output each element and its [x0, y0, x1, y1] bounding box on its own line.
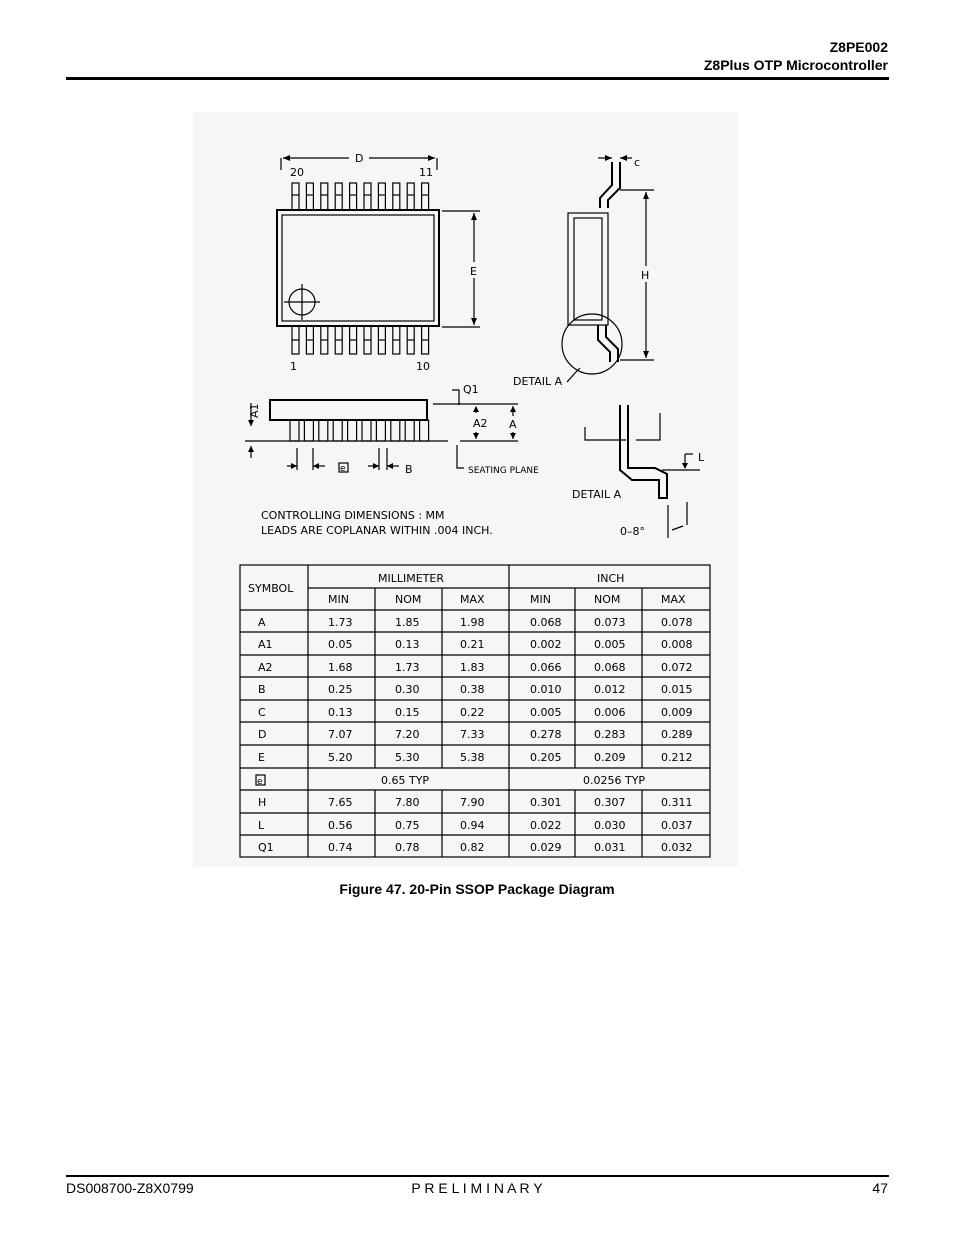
- table-symbol: e: [257, 777, 263, 787]
- table-cell: 1.68: [328, 661, 353, 674]
- table-symbol: B: [258, 683, 266, 696]
- table-cell: 0.212: [661, 751, 693, 764]
- table-cell: 0.022: [530, 819, 562, 832]
- table-subheader: MAX: [460, 593, 485, 606]
- table-cell: 0.006: [594, 706, 626, 719]
- table-cell: 0.205: [530, 751, 562, 764]
- table-subheader: MIN: [530, 593, 551, 606]
- table-symbol: Q1: [258, 841, 274, 854]
- table-cell: 0.068: [530, 616, 562, 629]
- table-cell: 0.38: [460, 683, 485, 696]
- figure-caption: Figure 47. 20-Pin SSOP Package Diagram: [339, 881, 615, 897]
- table-cell: 0.30: [395, 683, 420, 696]
- table-cell: 0.78: [395, 841, 420, 854]
- table-cell: 0.307: [594, 796, 626, 809]
- table-cell: 5.30: [395, 751, 420, 764]
- table-cell: 0.0256 TYP: [583, 774, 646, 787]
- table-cell: 0.073: [594, 616, 626, 629]
- table-symbol: L: [258, 819, 265, 832]
- dim-e-label: E: [470, 265, 477, 278]
- table-cell: 0.74: [328, 841, 353, 854]
- table-cell: 0.25: [328, 683, 353, 696]
- table-cell: 0.65 TYP: [381, 774, 430, 787]
- dim-b-label: B: [405, 463, 413, 476]
- table-cell: 0.012: [594, 683, 626, 696]
- table-cell: 1.98: [460, 616, 485, 629]
- table-cell: 0.301: [530, 796, 562, 809]
- dim-c-label: c: [634, 156, 641, 169]
- table-cell: 7.80: [395, 796, 420, 809]
- millimeter-header: MILLIMETER: [378, 572, 444, 585]
- table-cell: 7.20: [395, 728, 420, 741]
- table-cell: 0.82: [460, 841, 485, 854]
- table-subheader: MAX: [661, 593, 686, 606]
- table-subheader: NOM: [594, 593, 621, 606]
- table-cell: 0.22: [460, 706, 485, 719]
- table-cell: 7.07: [328, 728, 353, 741]
- table-cell: 0.94: [460, 819, 485, 832]
- dim-a-label: A: [509, 418, 517, 431]
- table-cell: 0.072: [661, 661, 693, 674]
- table-symbol: C: [258, 706, 266, 719]
- dim-l-label: L: [698, 451, 705, 464]
- pin-11-label: 11: [419, 166, 433, 179]
- table-cell: 0.009: [661, 706, 693, 719]
- symbol-column-header: SYMBOL: [248, 582, 294, 595]
- table-cell: 1.73: [328, 616, 353, 629]
- table-cell: 0.015: [661, 683, 693, 696]
- table-subheader: MIN: [328, 593, 349, 606]
- table-cell: 0.209: [594, 751, 626, 764]
- dim-q1-label: Q1: [463, 383, 479, 396]
- table-cell: 0.068: [594, 661, 626, 674]
- table-cell: 0.283: [594, 728, 626, 741]
- table-cell: 0.13: [395, 638, 420, 651]
- table-cell: 7.33: [460, 728, 485, 741]
- table-cell: 7.65: [328, 796, 353, 809]
- table-cell: 5.38: [460, 751, 485, 764]
- table-cell: 0.029: [530, 841, 562, 854]
- inch-header: INCH: [597, 572, 625, 585]
- header-product-name: Z8Plus OTP Microcontroller: [703, 57, 888, 73]
- seating-plane-label: SEATING PLANE: [468, 466, 539, 476]
- table-cell: 0.05: [328, 638, 353, 651]
- table-symbol: A1: [258, 638, 273, 651]
- table-cell: 1.83: [460, 661, 485, 674]
- header-part-number: Z8PE002: [829, 39, 888, 55]
- table-cell: 0.008: [661, 638, 693, 651]
- table-cell: 0.278: [530, 728, 562, 741]
- pin-20-label: 20: [290, 166, 304, 179]
- table-cell: 0.032: [661, 841, 693, 854]
- table-symbol: H: [258, 796, 267, 809]
- table-cell: 0.005: [530, 706, 562, 719]
- note-controlling-dimensions: CONTROLLING DIMENSIONS : MM: [261, 509, 445, 522]
- footer-status: P R E L I M I N A R Y: [411, 1180, 543, 1196]
- footer-rule: [66, 1175, 889, 1177]
- table-cell: 5.20: [328, 751, 353, 764]
- table-cell: 0.030: [594, 819, 626, 832]
- table-symbol: A: [258, 616, 266, 629]
- dim-a2-label: A2: [473, 417, 488, 430]
- dim-h-label: H: [641, 269, 650, 282]
- table-cell: 0.066: [530, 661, 562, 674]
- table-cell: 1.85: [395, 616, 420, 629]
- dim-d-label: D: [355, 152, 364, 165]
- detail-a-title: DETAIL A: [572, 488, 622, 501]
- table-cell: 0.21: [460, 638, 485, 651]
- table-symbol: E: [258, 751, 265, 764]
- dim-e-pitch-label: e: [340, 464, 346, 474]
- table-cell: 0.002: [530, 638, 562, 651]
- table-cell: 0.078: [661, 616, 693, 629]
- footer-doc-id: DS008700-Z8X0799: [66, 1180, 194, 1196]
- table-cell: 0.56: [328, 819, 353, 832]
- dim-a1-label: A1: [248, 403, 261, 418]
- table-cell: 0.311: [661, 796, 693, 809]
- table-cell: 0.037: [661, 819, 693, 832]
- table-symbol: A2: [258, 661, 273, 674]
- table-cell: 0.031: [594, 841, 626, 854]
- table-cell: 0.005: [594, 638, 626, 651]
- footer-page-number: 47: [872, 1180, 888, 1196]
- table-subheader: NOM: [395, 593, 422, 606]
- table-cell: 1.73: [395, 661, 420, 674]
- table-cell: 0.15: [395, 706, 420, 719]
- pin-10-label: 10: [416, 360, 430, 373]
- angle-label: 0–8°: [620, 525, 645, 538]
- table-symbol: D: [258, 728, 267, 741]
- table-cell: 7.90: [460, 796, 485, 809]
- table-cell: 0.75: [395, 819, 420, 832]
- pin-1-label: 1: [290, 360, 297, 373]
- table-cell: 0.010: [530, 683, 562, 696]
- table-cell: 0.289: [661, 728, 693, 741]
- note-leads-coplanar: LEADS ARE COPLANAR WITHIN .004 INCH.: [261, 524, 493, 537]
- table-cell: 0.13: [328, 706, 353, 719]
- detail-a-callout-label: DETAIL A: [513, 375, 563, 388]
